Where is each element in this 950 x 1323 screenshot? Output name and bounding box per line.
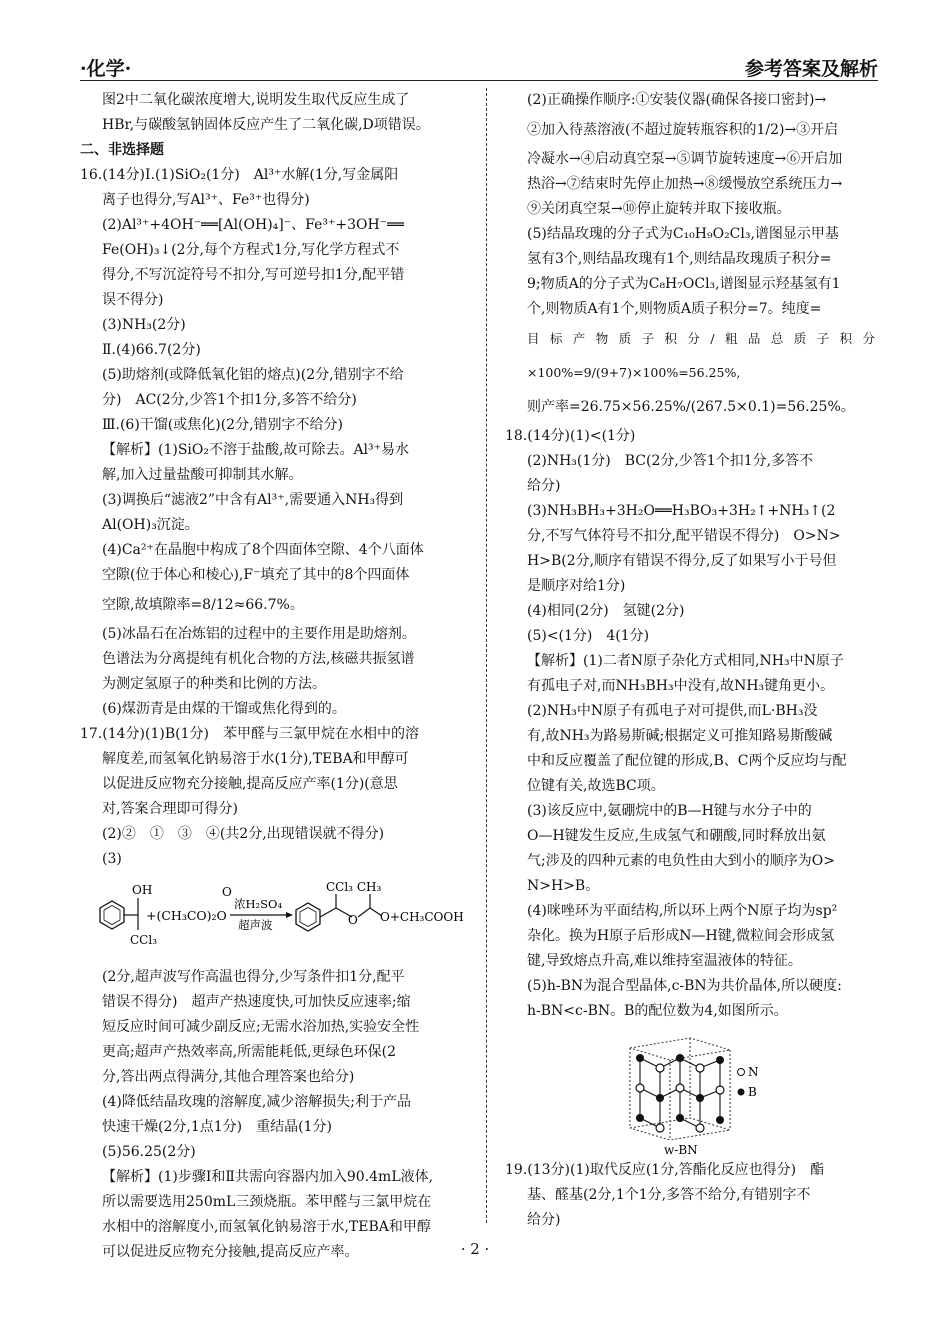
text-line: 色谱法为分离提纯有机化合物的方法,核磁共振氢谱 — [102, 651, 415, 667]
product-tail: O+CH₃COOH — [380, 910, 464, 924]
text-line: (4)降低结晶玫瑰的溶解度,减少溶解损失;利于产品 — [102, 1094, 411, 1110]
text-line: H>B(2分,顺序有错误不得分,反了如果写小于号但 — [527, 553, 837, 569]
text-line: 氢有3个,则结晶玫瑰有1个,则结晶玫瑰质子积分= — [527, 251, 832, 267]
wbn-crystal-figure — [600, 1028, 780, 1158]
text-line: 是顺序对给1分) — [527, 578, 626, 594]
analysis-line: 【解析】(1)SiO₂不溶于盐酸,故可除去。Al³⁺易水 — [102, 442, 410, 458]
text-line: HBr,与碳酸氢钠固体反应产生了二氧化碳,D项错误。 — [102, 117, 430, 133]
text-line: 18.(14分)(1)<(1分) — [505, 428, 636, 444]
text-line: 热浴→⑦结束时先停止加热→⑧缓慢放空系统压力→ — [527, 176, 843, 192]
text-line: 分,不写气体符号不扣分,配平错误不得分) O>N> — [527, 528, 841, 544]
condition-top: 浓H₂SO₄ — [234, 897, 283, 911]
text-line: 有孤电子对,而NH₃BH₃中没有,故NH₃键角更小。 — [527, 678, 835, 694]
text-line: (5)结晶玫瑰的分子式为C₁₀H₉O₂Cl₃,谱图显示甲基 — [527, 226, 839, 242]
text-line: 错误不得分) 超声产热速度快,可加快反应速率;缩 — [102, 994, 411, 1010]
condition-bottom: 超声波 — [238, 918, 273, 932]
legend-b-label: B — [748, 1085, 757, 1099]
text-line: (2)NH₃中N原子有孤电子对可提供,而L·BH₃没 — [527, 703, 818, 719]
text-line: 分,答出两点得满分,其他合理答案也给分) — [102, 1069, 355, 1085]
text-line: (3)NH₃(2分) — [102, 317, 186, 333]
text-line: 所以需要选用250mL三颈烧瓶。苯甲醛与三氯甲烷在 — [102, 1194, 432, 1210]
analysis-line: 【解析】(1)二者N原子杂化方式相同,NH₃中N原子 — [527, 653, 844, 669]
text-line: 个,则物质A有1个,则物质A质子积分=7。纯度= — [527, 301, 822, 317]
column-divider — [486, 88, 487, 1223]
text-line: (2)正确操作顺序:①安装仪器(确保各接口密封)→ — [527, 92, 827, 108]
benzene-ring-icon — [296, 903, 320, 931]
legend-b-marker — [738, 1089, 745, 1096]
text-line: (4)咪唑环为平面结构,所以环上两个N原子均为sp² — [527, 903, 838, 919]
text-line: (5)56.25(2分) — [102, 1144, 196, 1160]
text-line: 离子也得分,写Al³⁺、Fe³⁺也得分) — [102, 192, 310, 208]
text-line: (2)Al³⁺+4OH⁻══[Al(OH)₄]⁻、Fe³⁺+3OH⁻══ — [102, 217, 404, 233]
text-line: (5)<(1分) 4(1分) — [527, 628, 650, 644]
text-line: 杂化。换为H原子后形成N—H键,微粒间会形成氢 — [527, 928, 835, 944]
text-line: Al(OH)₃沉淀。 — [102, 517, 199, 533]
text-line: Ⅱ.(4)66.7(2分) — [102, 342, 201, 358]
text-line: 17.(14分)(1)B(1分) 苯甲醛与三氯甲烷在水相中的溶 — [80, 726, 419, 742]
text-line: ⑨关闭真空泵→⑩停止旋转并取下接收瓶。 — [527, 201, 791, 217]
text-line: 可以促进反应物充分接触,提高反应产率。 — [102, 1244, 359, 1260]
text-line: (4)相同(2分) 氢键(2分) — [527, 603, 685, 619]
text-line: (5)冰晶石在冶炼铝的过程中的主要作用是助熔剂。 — [102, 626, 416, 642]
text-line: (6)煤沥青是由煤的干馏或焦化得到的。 — [102, 701, 346, 717]
text-line: 误不得分) — [102, 292, 164, 308]
text-line: 以促进反应物充分接触,提高反应产率(1分)(意思 — [102, 776, 398, 792]
text-line: 中和反应覆盖了配位键的形成,B、C两个反应均与配 — [527, 753, 847, 769]
ccl3-label: CCl₃ — [130, 933, 158, 947]
header-title: 参考答案及解析 — [744, 58, 878, 80]
text-line: 对,答案合理即可得分) — [102, 801, 238, 817]
text-line: (3)NH₃BH₃+3H₂O══H₃BO₃+3H₂↑+NH₃↑(2 — [527, 503, 836, 519]
text-line: 更高;超声产热效率高,所需能耗低,更绿色环保(2 — [102, 1044, 396, 1060]
product-substituents: CCl₃ CH₃ — [326, 880, 382, 894]
text-line: 给分) — [527, 1212, 561, 1228]
text-line: (5)助熔剂(或降低氧化铝的熔点)(2分,错别字不给 — [102, 367, 404, 383]
text-line: (5)h-BN为混合型晶体,c-BN为共价晶体,所以硬度: — [527, 978, 842, 994]
text-line: 水相中的溶解度小,而氢氧化钠易溶于水,TEBA和甲醇 — [102, 1219, 431, 1235]
text-line: 解度差,而氢氧化钠易溶于水(1分),TEBA和甲醇可 — [102, 751, 409, 767]
text-line: Ⅲ.(6)干馏(或焦化)(2分,错别字不给分) — [102, 417, 343, 433]
text-line: 分) AC(2分,少答1个扣1分,多答不给分) — [102, 392, 357, 408]
text-line: 空隙(位于体心和棱心),F⁻填充了其中的8个四面体 — [102, 567, 410, 583]
text-line: 为测定氢原子的种类和比例的方法。 — [102, 676, 326, 692]
text-line: 冷凝水→④启动真空泵→⑤调节旋转速度→⑥开启加 — [527, 151, 843, 167]
text-line: 基、醛基(2分,1个1分,多答不给分,有错别字不 — [527, 1187, 811, 1203]
text-line: 得分,不写沉淀符号不扣分,写可逆号扣1分,配平错 — [102, 267, 405, 283]
text-line: h-BN<c-BN。B的配位数为4,如图所示。 — [527, 1003, 788, 1019]
legend-n-label: N — [748, 1065, 759, 1079]
ester-o-label: O — [348, 913, 358, 927]
text-line: 气;涉及的四种元素的电负性由大到小的顺序为O> — [527, 853, 835, 869]
text-line: (3)该反应中,氨硼烷中的B—H键与水分子中的 — [527, 803, 812, 819]
text-line: 16.(14分)Ⅰ.(1)SiO₂(1分) Al³⁺水解(1分,写金属阳 — [80, 167, 399, 183]
page-number: · 2 · — [460, 1240, 490, 1258]
yield-formula: 则产率=26.75×56.25%/(267.5×0.1)=56.25%。 — [527, 399, 855, 415]
left-column — [80, 88, 468, 1265]
text-line: 键,导致熔点升高,难以维持室温液体的特征。 — [527, 953, 802, 969]
hydroxyl-label: OH — [132, 883, 153, 897]
text-line: ②加入待蒸溶液(不超过旋转瓶容积的1/2)→③开启 — [527, 122, 839, 138]
reagent-label: +(CH₃CO)₂O — [146, 908, 227, 923]
text-line: Fe(OH)₃↓(2分,每个方程式1分,写化学方程式不 — [102, 242, 400, 258]
figure-caption: w-BN — [664, 1143, 698, 1157]
legend-n-marker — [738, 1069, 745, 1076]
text-line: O—H键发生反应,生成氢气和硼酸,同时释放出氨 — [527, 828, 826, 844]
text-line: 给分) — [527, 478, 561, 494]
page-header — [80, 50, 878, 81]
text-line: (4)Ca²⁺在晶胞中构成了8个四面体空隙、4个八面体 — [102, 542, 424, 558]
benzene-ring-icon — [100, 901, 124, 929]
text-line: (2)② ① ③ ④(共2分,出现错误就不得分) — [102, 826, 385, 842]
text-line: 19.(13分)(1)取代反应(1分,答酯化反应也得分) 酯 — [505, 1162, 825, 1178]
right-column — [505, 88, 875, 1233]
text-line: (3)调换后“滤液2”中含有Al³⁺,需要通入NH₃得到 — [102, 492, 404, 508]
text-line: 图2中二氧化碳浓度增大,说明发生取代反应生成了 — [102, 92, 410, 108]
text-line: (2)NH₃(1分) BC(2分,少答1个扣1分,多答不 — [527, 453, 814, 469]
text-line: 9;物质A的分子式为C₈H₇OCl₃,谱图显示羟基氢有1 — [527, 276, 841, 292]
text-line: 快速干燥(2分,1点1分) 重结晶(1分) — [102, 1119, 332, 1135]
text-line: 空隙,故填隙率=8/12≈66.7%。 — [102, 597, 304, 613]
text-line: 位键有关,故选BC项。 — [527, 778, 665, 794]
reaction-equation — [80, 880, 468, 952]
subject-label: ·化学· — [80, 58, 132, 80]
text-line: (2分,超声波写作高温也得分,少写条件扣1分,配平 — [102, 969, 405, 985]
text-line: N>H>B。 — [527, 878, 600, 894]
text-line: 解,加入过量盐酸可抑制其水解。 — [102, 467, 303, 483]
text-line: 有,故NH₃为路易斯碱;根据定义可推知路易斯酸碱 — [527, 728, 833, 744]
text-line: (3) — [102, 851, 122, 867]
purity-formula: 目标产物质子积分/粗品总质子积分×100%=9/(9+7)×100%=56.25%, — [527, 331, 875, 380]
section-heading: 二、非选择题 — [80, 142, 164, 158]
text-line: 短反应时间可减少副反应;无需水浴加热,实验安全性 — [102, 1019, 420, 1035]
analysis-line: 【解析】(1)步骤Ⅰ和Ⅱ共需向容器内加入90.4mL液体, — [102, 1169, 434, 1185]
bridge-o-label: O — [222, 885, 232, 899]
